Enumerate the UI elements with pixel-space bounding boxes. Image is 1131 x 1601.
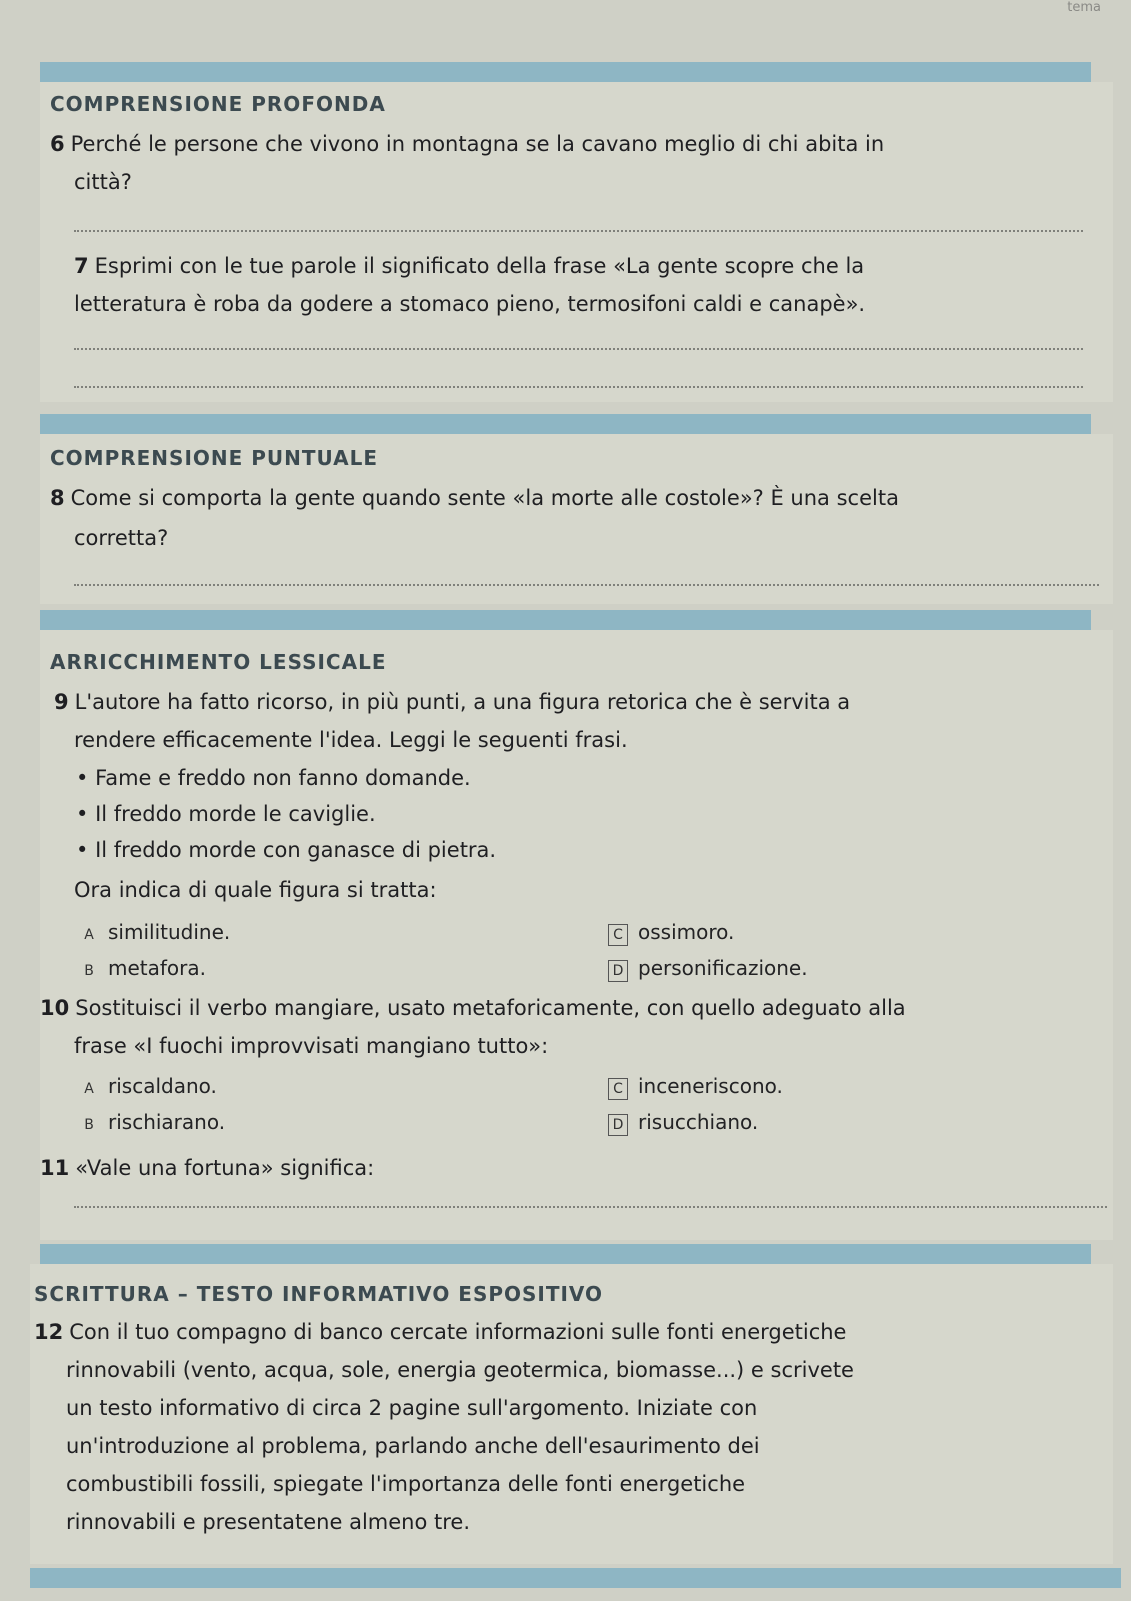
bullet-item: • Fame e freddo non fanno domande.: [76, 766, 471, 790]
q10-option-c[interactable]: C inceneriscono.: [608, 1074, 783, 1100]
q12-line: un'introduzione al problema, parlando anche dell'esaurimento dei: [66, 1434, 760, 1458]
q10-option-b[interactable]: B rischiarano.: [84, 1110, 226, 1134]
section-bar-scrittura: [40, 1244, 1091, 1264]
answer-line-q7-1[interactable]: [74, 348, 1083, 350]
q9-number: 9: [54, 690, 69, 714]
section-bar-lessicale: [40, 610, 1091, 630]
q12-number: 12: [34, 1320, 64, 1344]
q9-option-d[interactable]: D personificazione.: [608, 956, 808, 982]
q12-line: 12 Con il tuo compagno di banco cercate informazioni sulle fonti energetiche: [34, 1320, 847, 1344]
section-title-profonda: COMPRENSIONE PROFONDA: [50, 92, 386, 116]
section-bar-puntuale: [40, 414, 1091, 434]
q8-line1: 8 Come si comporta la gente quando sente «la morte alle costole»? È una scelta: [50, 486, 899, 510]
section-profonda: [40, 82, 1113, 402]
corner-label: tema: [1067, 0, 1101, 15]
section-title-puntuale: COMPRENSIONE PUNTUALE: [50, 446, 379, 470]
section-puntuale: [40, 434, 1113, 604]
q9-line1: 9 L'autore ha fatto ricorso, in più punti, a una figura retorica che è servita a: [54, 690, 851, 714]
q10-option-a[interactable]: A riscaldano.: [84, 1074, 217, 1098]
q7-line1: 7 Esprimi con le tue parole il significato della frase «La gente scopre che la: [74, 254, 865, 278]
section-title-lessicale: ARRICCHIMENTO LESSICALE: [50, 650, 387, 674]
q12-line: rinnovabili (vento, acqua, sole, energia geotermica, biomasse...) e scrivete: [66, 1358, 854, 1382]
q11-line1: 11 «Vale una fortuna» significa:: [40, 1156, 375, 1180]
answer-line-q8[interactable]: [74, 584, 1099, 586]
answer-line-q11[interactable]: [74, 1206, 1107, 1208]
answer-line-q7-2[interactable]: [74, 386, 1083, 388]
section-bar-profonda: [40, 62, 1091, 82]
bullet-item: • Il freddo morde con ganasce di pietra.: [76, 838, 497, 862]
q6-number: 6: [50, 132, 65, 156]
q8-number: 8: [50, 486, 65, 510]
q9-option-c[interactable]: C ossimoro.: [608, 920, 734, 946]
q6-line2: città?: [74, 170, 132, 194]
q10-option-d[interactable]: D risucchiano.: [608, 1110, 758, 1136]
q9-prompt: Ora indica di quale figura si tratta:: [74, 878, 437, 902]
q10-line1: 10 Sostituisci il verbo mangiare, usato metaforicamente, con quello adeguato alla: [40, 996, 906, 1020]
q12-line: un testo informativo di circa 2 pagine sull'argomento. Iniziate con: [66, 1396, 758, 1420]
q8-line2: corretta?: [74, 526, 169, 550]
q10-number: 10: [40, 996, 70, 1020]
section-scrittura: [30, 1264, 1113, 1564]
q11-number: 11: [40, 1156, 70, 1180]
q12-line: rinnovabili e presentatene almeno tre.: [66, 1510, 471, 1534]
q10-line2: frase «I fuochi improvvisati mangiano tutto»:: [74, 1034, 549, 1058]
answer-line-q6[interactable]: [74, 230, 1083, 232]
q9-option-a[interactable]: A similitudine.: [84, 920, 231, 944]
q7-line2: letteratura è roba da godere a stomaco pieno, termosifoni caldi e canapè».: [74, 292, 866, 316]
bottom-bar: [30, 1568, 1121, 1588]
section-title-scrittura: SCRITTURA – TESTO INFORMATIVO ESPOSITIVO: [34, 1282, 604, 1306]
q7-number: 7: [74, 254, 89, 278]
q9-line2: rendere efficacemente l'idea. Leggi le seguenti frasi.: [74, 728, 628, 752]
section-lessicale: [40, 630, 1113, 1240]
bullet-item: • Il freddo morde le caviglie.: [76, 802, 376, 826]
q9-option-b[interactable]: B metafora.: [84, 956, 206, 980]
q6-line1: 6 Perché le persone che vivono in montagna se la cavano meglio di chi abita in: [50, 132, 885, 156]
q12-line: combustibili fossili, spiegate l'importanza delle fonti energetiche: [66, 1472, 746, 1496]
